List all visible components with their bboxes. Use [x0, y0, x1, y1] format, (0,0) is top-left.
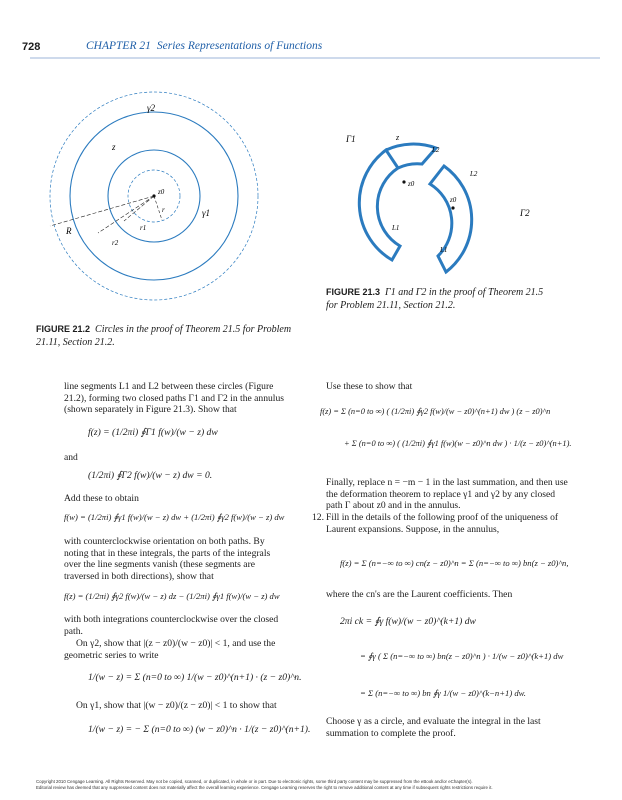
left-equation-3: f(w) = (1/2πi) ∮γ1 f(w)/(w − z) dw + (1/2πi) ∮γ2 f(w)/(w − z) dw: [64, 512, 285, 522]
label-R: R: [66, 226, 72, 236]
header-band-graphic: [0, 0, 622, 66]
left-paragraph-5: On γ2, show that |(z − z0)/(w − z0)| < 1, and use the geometric series to write: [64, 638, 276, 661]
right-paragraph-1: Use these to show that: [326, 381, 413, 392]
label-L1-bottom: L1: [440, 246, 448, 254]
label-Gamma2: Γ2: [520, 208, 530, 218]
label-r2: r2: [112, 239, 119, 247]
label-L2-right: L2: [470, 170, 478, 178]
right-paragraph-4: where the cn's are the Laurent coefficients. Then: [326, 589, 513, 600]
footer-line-1: Copyright 2010 Cengage Learning. All Rights Reserved. May not be copied, scanned, or duplicated, in whole or in part. Due to electronic rights, some third party content may be suppressed from the eBook and/or eChapter(s).: [36, 779, 473, 784]
left-equation-1: f(z) = (1/2πi) ∮Γ1 f(w)/(w − z) dw: [88, 427, 218, 438]
figure-21-2-diagram: [42, 78, 272, 318]
center-point-z0: [152, 194, 155, 197]
label-gamma2: γ2: [147, 103, 156, 113]
radius-r: [154, 196, 162, 220]
chapter-heading: [86, 40, 322, 52]
figure-21-3-caption: [326, 286, 546, 312]
caption-text: Γ1 and Γ2 in the proof of Theorem 21.5 for Problem 21.11, Section 21.2.: [326, 287, 544, 311]
left-paragraph-1: line segments L1 and L2 between these circles (Figure 21.2), forming two closed paths Γ1 and Γ2 in the annulus (shown separately in Figure 21.3). Show that: [64, 381, 284, 416]
point-z0-left: [402, 180, 405, 183]
left-paragraph-6: On γ1, show that |(w − z0)/(z − z0)| < 1 to show that: [76, 700, 277, 711]
footer-line-2: Editorial review has deemed that any suppressed content does not materially affect the overall learning experience. Cengage Learning reserves the right to remove additional content at any time if subsequent rights restrictions require it.: [36, 785, 493, 790]
left-paragraph-2: Add these to obtain: [64, 493, 139, 504]
label-z0: z0: [158, 188, 165, 196]
path-Gamma1: [359, 150, 400, 260]
copyright-footer: [36, 779, 596, 791]
left-paragraph-4: with both integrations counterclockwise over the closed path.: [64, 614, 279, 637]
caption-label: FIGURE 21.2: [36, 324, 91, 334]
right-paragraph-5: Choose γ as a circle, and evaluate the integral in the last summation to complete the proof.: [326, 716, 541, 739]
label-z0-right: z0: [450, 196, 457, 204]
radius-R: [50, 196, 154, 226]
right-equation-1: f(z) = Σ (n=0 to ∞) ( (1/2πi) ∮γ2 f(w)/(w − z0)^(n+1) dw ) (z − z0)^n: [320, 407, 551, 416]
figure-21-2-caption: [36, 323, 296, 349]
right-equation-3: f(z) = Σ (n=−∞ to ∞) cn(z − z0)^n = Σ (n=−∞ to ∞) bn(z − z0)^n,: [340, 558, 569, 568]
left-equation-4: f(z) = (1/2πi) ∮γ2 f(w)/(w − z) dz − (1/2πi) ∮γ1 f(w)/(w − z) dw: [64, 591, 280, 601]
path-Gamma2: [430, 166, 472, 272]
label-z: z: [396, 133, 400, 142]
right-equation-4: 2πi ck = ∮γ f(w)/(w − z0)^(k+1) dw: [340, 616, 476, 627]
page-number: 728: [22, 41, 41, 53]
chapter-number: CHAPTER 21: [86, 40, 151, 52]
right-equation-5: = ∮γ ( Σ (n=−∞ to ∞) bn(z − z0)^n ) · 1/(w − z0)^(k+1) dw: [360, 651, 564, 661]
left-and: and: [64, 452, 78, 463]
label-Gamma1: Γ1: [346, 134, 356, 144]
left-equation-6: 1/(w − z) = − Σ (n=0 to ∞) (w − z0)^n · 1/(z − z0)^(n+1).: [88, 724, 311, 735]
point-z0-right: [451, 206, 454, 209]
label-L2-top: L2: [432, 146, 440, 154]
right-equation-2: + Σ (n=0 to ∞) ( (1/2πi) ∮γ1 f(w)(w − z0)^n dw ) · 1/(z − z0)^(n+1).: [344, 439, 572, 448]
label-z: z: [112, 142, 116, 152]
left-paragraph-3: with counterclockwise orientation on both paths. By noting that in these integrals, the parts of the integrals over the line segments vanish (these segments are traversed in both directions), show that: [64, 536, 271, 582]
path-Gamma1-top: [386, 144, 436, 168]
figure-21-3-diagram: [326, 120, 556, 280]
label-r1: r1: [140, 224, 147, 232]
right-paragraph-2: Finally, replace n = −m − 1 in the last summation, and then use the deformation theorem to replace γ1 and γ2 by any closed path Γ about z0 and in the annulus.: [326, 477, 568, 512]
label-L1-left: L1: [392, 224, 400, 232]
label-gamma1: γ1: [202, 208, 211, 218]
label-z0-left: z0: [408, 180, 415, 188]
left-equation-5: 1/(w − z) = Σ (n=0 to ∞) 1/(w − z0)^(n+1) · (z − z0)^n.: [88, 672, 302, 683]
label-r: r: [162, 206, 165, 214]
page-header: [0, 0, 622, 66]
caption-label: FIGURE 21.3: [326, 287, 381, 297]
chapter-title: Series Representations of Functions: [156, 40, 323, 52]
caption-text: Circles in the proof of Theorem 21.5 for Problem 21.11, Section 21.2.: [36, 324, 292, 348]
left-equation-2: (1/2πi) ∮Γ2 f(w)/(w − z) dw = 0.: [88, 470, 213, 481]
right-equation-6: = Σ (n=−∞ to ∞) bn ∮γ 1/(w − z0)^(k−n+1) dw.: [360, 688, 526, 698]
right-paragraph-3: Fill in the details of the following proof of the uniqueness of Laurent expansions. Suppose, in the annulus,: [326, 512, 559, 535]
problem-number-12: 12.: [312, 512, 324, 523]
